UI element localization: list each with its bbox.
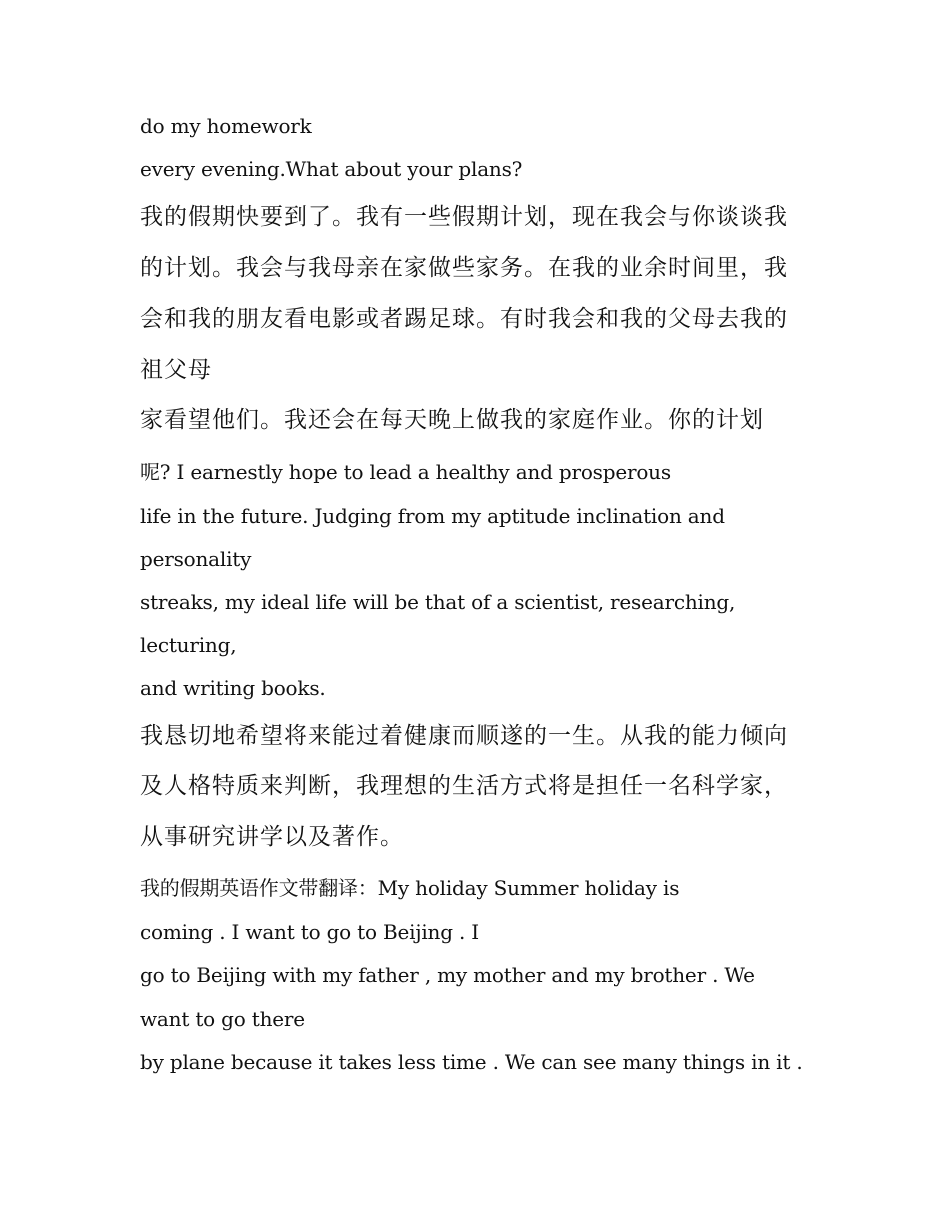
text-line: 及人格特质来判断，我理想的生活方式将是担任一名科学家， [140,773,788,799]
text-line: coming . I want to go to Beijing . I [140,920,479,944]
text-line: streaks, my ideal life will be that of a scientist, researching, [140,590,736,614]
text-line: 的计划。我会与我母亲在家做些家务。在我的业余时间里，我 [140,255,788,281]
text-line: 我的假期快要到了。我有一些假期计划，现在我会与你谈谈我 [140,204,788,230]
text-line: go to Beijing with my father , my mother and my brother . We [140,963,755,987]
text-line: every evening.What about your plans? [140,157,523,181]
text-line: 祖父母 [140,357,212,383]
text-line: 我的假期英语作文带翻译：My holiday Summer holiday is [140,876,680,900]
text-line: personality [140,547,252,571]
text-line: 我恳切地希望将来能过着健康而顺遂的一生。从我的能力倾向 [140,723,788,749]
text-line: life in the future. Judging from my aptitude inclination and [140,504,725,528]
text-line: want to go there [140,1007,305,1031]
text-line: 会和我的朋友看电影或者踢足球。有时我会和我的父母去我的 [140,306,788,332]
text-line: 呢? I earnestly hope to lead a healthy and prosperous [140,460,671,484]
text-line: lecturing, [140,633,237,657]
text-line: 家看望他们。我还会在每天晚上做我的家庭作业。你的计划 [140,407,764,433]
text-line: by plane because it takes less time . We can see many things in it . [140,1050,803,1074]
text-line: 从事研究讲学以及著作。 [140,824,404,850]
text-line: do my homework [140,114,312,138]
text-line: and writing books. [140,676,326,700]
